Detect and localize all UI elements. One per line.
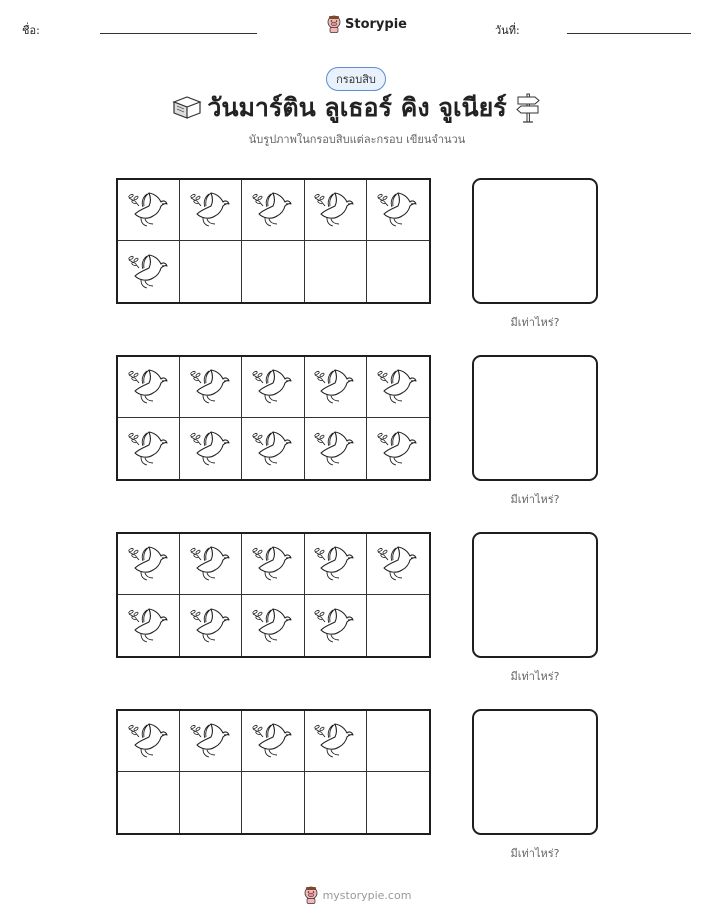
frame-cell [180, 595, 242, 656]
frame-cell [118, 418, 180, 479]
frame-cell [180, 180, 242, 241]
answer-box-3[interactable] [472, 532, 598, 658]
worksheet-header [0, 14, 714, 42]
ten-frame-1 [116, 178, 431, 304]
how-many-label: มีเท่าไหร่? [510, 316, 560, 329]
footer [0, 884, 714, 906]
frame-cell [367, 711, 429, 772]
ten-frame-4 [116, 709, 431, 835]
ten-frame-3 [116, 532, 431, 658]
dove-icon [251, 604, 295, 648]
frame-cell [118, 241, 180, 302]
dove-icon [376, 542, 420, 586]
frame-cell [118, 772, 180, 833]
date-line[interactable] [567, 33, 691, 34]
dove-icon [313, 427, 357, 471]
dove-icon [189, 719, 233, 763]
name-line[interactable] [100, 33, 257, 34]
brand-logo [326, 14, 407, 34]
dove-icon [127, 542, 171, 586]
frame-cell [242, 595, 304, 656]
signpost-icon [515, 92, 541, 124]
title-row [0, 88, 714, 130]
frame-cell [180, 772, 242, 833]
name-label: ชื่อ: [22, 24, 40, 37]
frame-cell [305, 772, 367, 833]
instructions: นับรูปภาพในกรอบสิบแต่ละกรอบ เขียนจำนวน [248, 133, 466, 146]
brand-name: Storypie [345, 16, 407, 32]
dove-icon [127, 250, 171, 294]
frame-cell [305, 711, 367, 772]
frame-cell [180, 241, 242, 302]
dove-icon [313, 188, 357, 232]
frame-cell [367, 180, 429, 241]
dove-icon [127, 604, 171, 648]
dove-icon [251, 719, 295, 763]
answer-box-4[interactable] [472, 709, 598, 835]
frame-cell [242, 711, 304, 772]
frame-cell [180, 357, 242, 418]
dove-icon [313, 542, 357, 586]
how-many-label: มีเท่าไหร่? [510, 670, 560, 683]
how-many-label: มีเท่าไหร่? [510, 847, 560, 860]
frame-cell [367, 595, 429, 656]
frame-cell [367, 772, 429, 833]
frame-cell [367, 357, 429, 418]
dove-icon [189, 188, 233, 232]
dove-icon [313, 365, 357, 409]
dove-icon [313, 719, 357, 763]
dove-icon [189, 365, 233, 409]
frame-cell [242, 534, 304, 595]
frame-cell [305, 357, 367, 418]
frame-cell [367, 241, 429, 302]
frame-cell [180, 418, 242, 479]
pig-mascot-icon [303, 886, 319, 904]
dove-icon [189, 604, 233, 648]
dove-icon [376, 427, 420, 471]
date-label: วันที่: [495, 24, 520, 37]
page-title: วันมาร์ติน ลูเธอร์ คิง จูเนียร์ [207, 93, 507, 122]
dove-icon [189, 427, 233, 471]
frame-cell [180, 711, 242, 772]
frame-cell [305, 180, 367, 241]
dove-icon [376, 365, 420, 409]
book-icon [171, 94, 203, 122]
frame-cell [367, 534, 429, 595]
pig-mascot-icon [326, 15, 342, 33]
frame-cell [242, 241, 304, 302]
dove-icon [251, 542, 295, 586]
dove-icon [127, 188, 171, 232]
frame-cell [305, 241, 367, 302]
frame-cell [118, 595, 180, 656]
how-many-label: มีเท่าไหร่? [510, 493, 560, 506]
dove-icon [189, 542, 233, 586]
frame-cell [305, 534, 367, 595]
footer-url: mystorypie.com [322, 888, 412, 902]
frame-cell [305, 595, 367, 656]
frame-cell [367, 418, 429, 479]
dove-icon [251, 427, 295, 471]
dove-icon [127, 719, 171, 763]
dove-icon [376, 188, 420, 232]
frame-cell [242, 180, 304, 241]
frame-cell [118, 180, 180, 241]
frame-cell [118, 534, 180, 595]
answer-box-2[interactable] [472, 355, 598, 481]
dove-icon [127, 365, 171, 409]
frame-cell [305, 418, 367, 479]
dove-icon [251, 365, 295, 409]
frame-cell [180, 534, 242, 595]
dove-icon [313, 604, 357, 648]
frame-cell [118, 711, 180, 772]
frame-cell [242, 418, 304, 479]
frame-cell [242, 772, 304, 833]
frame-cell [242, 357, 304, 418]
dove-icon [251, 188, 295, 232]
answer-box-1[interactable] [472, 178, 598, 304]
ten-frame-tag: กรอบสิบ [326, 67, 386, 91]
ten-frame-2 [116, 355, 431, 481]
frame-cell [118, 357, 180, 418]
dove-icon [127, 427, 171, 471]
